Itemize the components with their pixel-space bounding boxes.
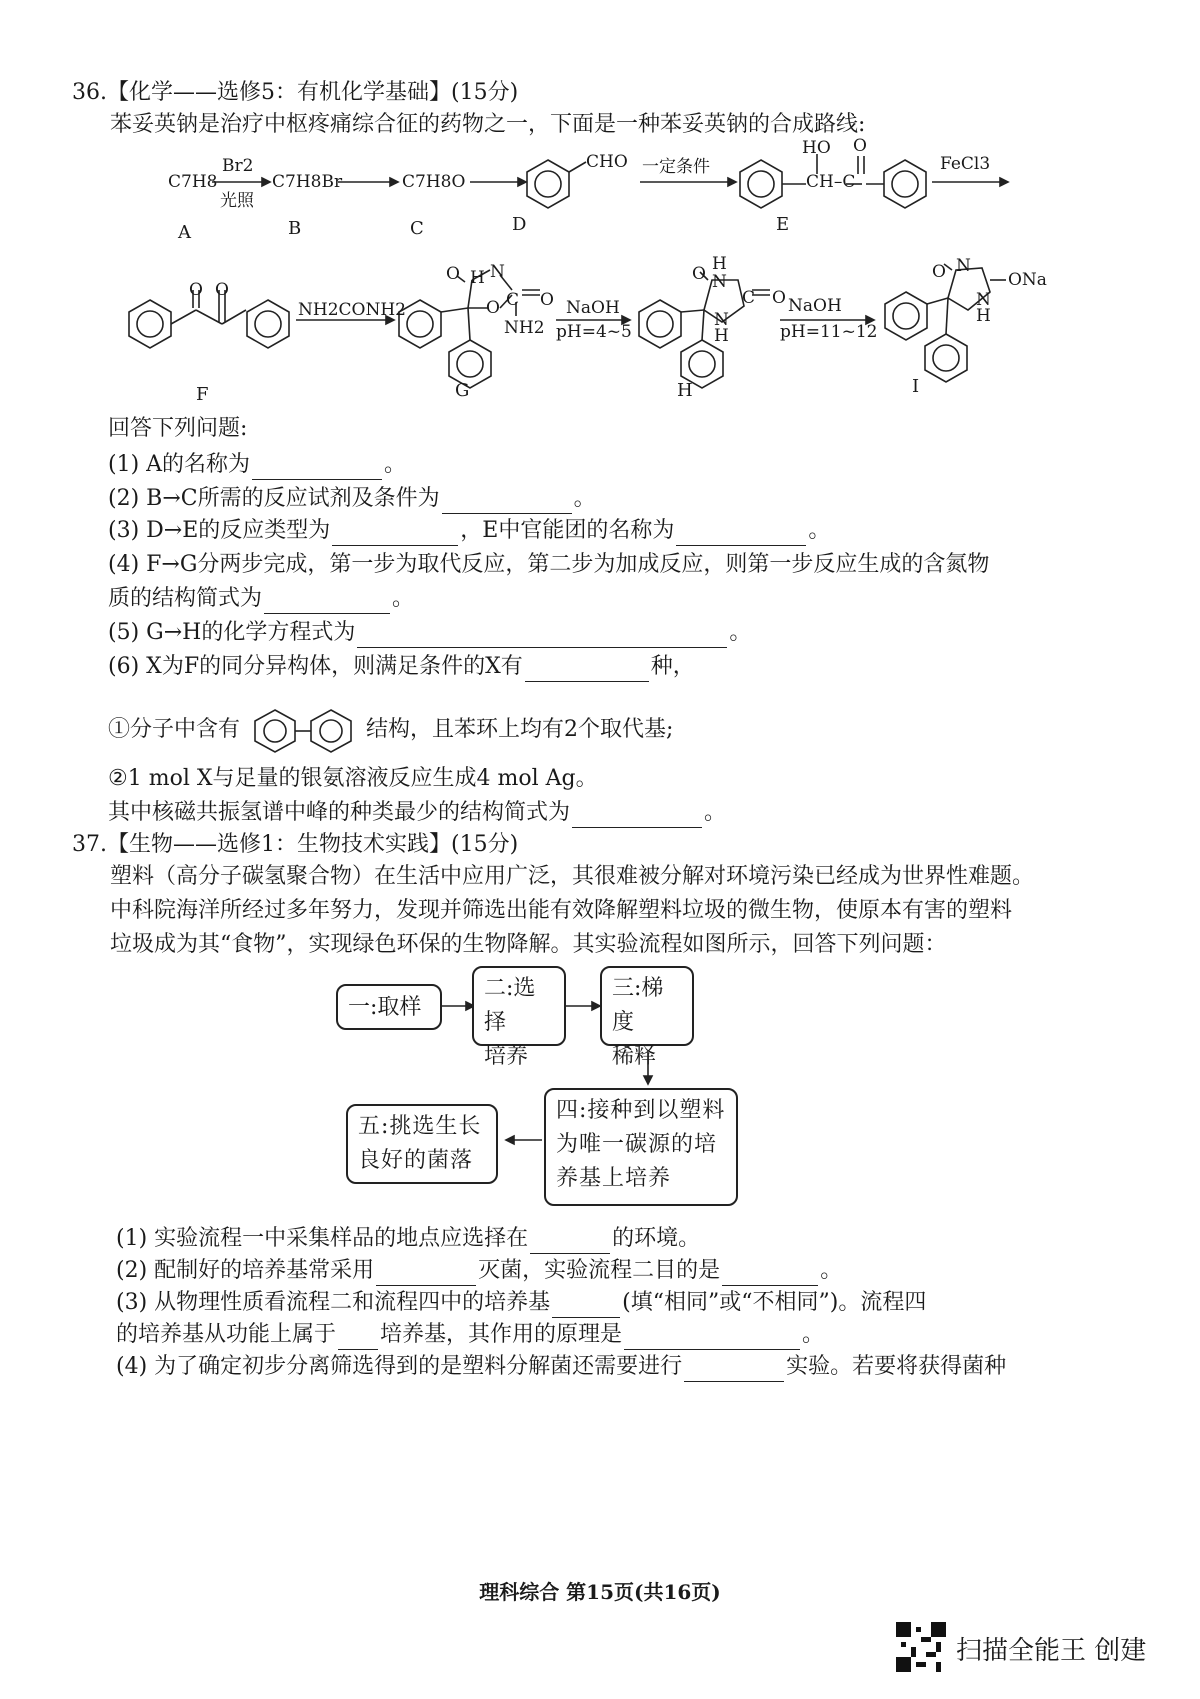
q37-3b-end: 。 bbox=[802, 1322, 825, 1347]
q37-2-end: 。 bbox=[820, 1258, 843, 1283]
q36-intro: 苯妥英钠是治疗中枢疼痛综合征的药物之一，下面是一种苯妥英钠的合成路线: bbox=[110, 112, 866, 137]
benzene-ring-icon bbox=[740, 160, 782, 208]
q37-2 bbox=[116, 1256, 842, 1286]
q36-3-text: (3) D→E的反应类型为 bbox=[108, 518, 331, 543]
flow-step-3-line-1: 三:梯度 bbox=[612, 976, 664, 1035]
formula-a: C7H8 bbox=[168, 172, 218, 192]
h-o: O bbox=[692, 264, 706, 284]
q37-1-text: (1) 实验流程一中采集样品的地点应选择在 bbox=[116, 1226, 529, 1251]
q36-3-end: 。 bbox=[808, 518, 831, 543]
g-nh2: NH2 bbox=[504, 318, 545, 338]
label-e: E bbox=[776, 214, 790, 235]
q36-6-text: (6) X为F的同分异构体，则满足条件的X有 bbox=[108, 654, 523, 679]
q36-6-end: 种， bbox=[650, 654, 695, 679]
g-n: N bbox=[490, 262, 505, 282]
e-oh: HO bbox=[802, 138, 831, 158]
answer-blank[interactable] bbox=[552, 1295, 620, 1318]
scanner-watermark: 扫描全能王 创建 bbox=[956, 1636, 1147, 1666]
q36-5-end: 。 bbox=[729, 620, 752, 645]
answer-blank[interactable] bbox=[338, 1327, 378, 1350]
reagent-naoh-1: NaOH bbox=[566, 298, 620, 318]
e-o: O bbox=[853, 136, 867, 156]
h-o2: O bbox=[772, 288, 786, 308]
formula-c: C7H8O bbox=[402, 172, 466, 192]
q36-2-text: (2) B→C所需的反应试剂及条件为 bbox=[108, 486, 440, 511]
q36-last-text: 其中核磁共振氢谱中峰的种类最少的结构简式为 bbox=[108, 800, 571, 825]
answer-blank[interactable] bbox=[357, 625, 727, 648]
flow-step-1: 一:取样 bbox=[336, 984, 442, 1030]
i-n1: N bbox=[956, 256, 971, 276]
q36-header: 36.【化学——选修5：有机化学基础】(15分) bbox=[72, 80, 519, 105]
q36-3 bbox=[108, 516, 830, 546]
q37-3b-text: 的培养基从功能上属于 bbox=[116, 1322, 337, 1347]
flow-step-4-line-2: 为唯一碳源的培 bbox=[556, 1132, 718, 1157]
flow-step-2-line-1: 二:选择 bbox=[484, 976, 536, 1035]
q36-4: (4) F→G分两步完成，第一步为取代反应，第二步为加成反应，则第一步反应生成的含氮物 bbox=[108, 552, 990, 577]
answer-blank[interactable] bbox=[572, 805, 702, 828]
page-footer: 理科综合 第15页(共16页) bbox=[479, 1580, 721, 1604]
q36-prompt: 回答下列问题: bbox=[108, 416, 248, 441]
q37-3b-mid: 培养基，其作用的原理是 bbox=[380, 1322, 623, 1347]
flow-step-5-line-2: 良好的菌落 bbox=[358, 1148, 474, 1173]
q37-4-end: 实验。若要将获得菌种 bbox=[786, 1354, 1007, 1379]
answer-blank[interactable] bbox=[332, 523, 458, 546]
i-o: O bbox=[932, 262, 946, 282]
g-h: H bbox=[470, 268, 485, 288]
benzene-ring-icon bbox=[639, 300, 681, 348]
benzene-ring-icon bbox=[925, 334, 967, 382]
q36-cond1 bbox=[108, 706, 673, 754]
qr-code-icon bbox=[896, 1622, 946, 1672]
q36-1-end: 。 bbox=[384, 452, 407, 477]
q37-3-end: (填“相同”或“不相同”)。流程四 bbox=[622, 1290, 927, 1315]
answer-blank[interactable] bbox=[252, 457, 382, 480]
q36-6 bbox=[108, 652, 695, 682]
q37-3 bbox=[116, 1288, 926, 1318]
reagent-ph-1: pH=4~5 bbox=[556, 322, 632, 342]
q37-3b bbox=[116, 1320, 824, 1350]
benzene-ring-icon bbox=[527, 160, 569, 208]
g-o1: O bbox=[446, 264, 460, 284]
flow-step-4-line-3: 养基上培养 bbox=[556, 1166, 672, 1191]
h-c: C bbox=[742, 288, 756, 308]
q36-5-text: (5) G→H的化学方程式为 bbox=[108, 620, 356, 645]
flow-step-5 bbox=[346, 1104, 498, 1184]
reagent-ph-2: pH=11~12 bbox=[780, 322, 878, 342]
q36-1-text: (1) A的名称为 bbox=[108, 452, 251, 477]
benzene-ring-icon bbox=[247, 300, 289, 348]
h-n1: N bbox=[712, 272, 727, 292]
label-b: B bbox=[288, 218, 302, 239]
flow-step-4-line-1: 四:接种到以塑料 bbox=[556, 1098, 726, 1123]
benzene-ring-icon bbox=[885, 292, 927, 340]
reagent-fecl3: FeCl3 bbox=[940, 154, 991, 174]
arrow-icon bbox=[506, 1136, 514, 1144]
answer-blank[interactable] bbox=[684, 1359, 784, 1382]
q37-1 bbox=[116, 1224, 700, 1254]
g-o3: O bbox=[486, 298, 500, 318]
q37-intro-3: 垃圾成为其“食物”，实现绿色环保的生物降解。其实验流程如图所示，回答下列问题： bbox=[110, 932, 947, 957]
q37-2-text: (2) 配制好的培养基常采用 bbox=[116, 1258, 375, 1283]
q37-2-mid: 灭菌，实验流程二目的是 bbox=[478, 1258, 721, 1283]
h-h1: H bbox=[712, 254, 727, 274]
label-h: H bbox=[677, 380, 693, 401]
reagent-naoh-2: NaOH bbox=[788, 296, 842, 316]
reagent-urea: NH2CONH2 bbox=[298, 300, 406, 320]
arrow-icon bbox=[644, 1076, 652, 1084]
q36-4b-end: 。 bbox=[392, 586, 415, 611]
label-a: A bbox=[178, 222, 191, 243]
label-g: G bbox=[455, 380, 470, 401]
benzene-ring-icon bbox=[129, 300, 171, 348]
label-i: I bbox=[912, 376, 920, 397]
answer-blank[interactable] bbox=[525, 659, 649, 682]
f-o1: O bbox=[189, 280, 203, 300]
answer-blank[interactable] bbox=[264, 591, 390, 614]
q36-last bbox=[108, 798, 726, 828]
q37-3-text: (3) 从物理性质看流程二和流程四中的培养基 bbox=[116, 1290, 551, 1315]
q36-2-end: 。 bbox=[573, 486, 596, 511]
i-h: H bbox=[976, 306, 991, 326]
label-f: F bbox=[196, 384, 209, 405]
q36-4b-text: 质的结构简式为 bbox=[108, 586, 263, 611]
flow-step-3-line-2: 稀释 bbox=[612, 1044, 657, 1069]
answer-blank[interactable] bbox=[530, 1231, 610, 1254]
answer-blank[interactable] bbox=[676, 523, 806, 546]
f-o2: O bbox=[215, 280, 229, 300]
q37-1-end: 的环境。 bbox=[612, 1226, 701, 1251]
reagent-condition: 一定条件 bbox=[642, 157, 710, 177]
answer-blank[interactable] bbox=[442, 491, 572, 514]
flow-step-2 bbox=[472, 966, 566, 1069]
flow-step-4 bbox=[544, 1088, 738, 1206]
q36-1 bbox=[108, 450, 406, 480]
i-ona: ONa bbox=[1008, 270, 1047, 290]
q37-header: 37.【生物——选修1：生物技术实践】(15分) bbox=[72, 832, 519, 857]
e-chc: CH–C bbox=[806, 172, 856, 192]
flow-step-3 bbox=[600, 966, 694, 1069]
q37-4 bbox=[116, 1352, 1006, 1382]
q37-intro-1: 塑料（高分子碳氢聚合物）在生活中应用广泛，其很难被分解对环境污染已经成为世界性难题。 bbox=[110, 864, 1035, 889]
g-c: C bbox=[506, 290, 520, 310]
q36-4b bbox=[108, 584, 414, 614]
q36-2 bbox=[108, 484, 596, 514]
cond1-text: ①分子中含有 bbox=[108, 717, 241, 742]
label-c: C bbox=[410, 218, 424, 239]
h-h2: H bbox=[714, 326, 729, 346]
q37-4-text: (4) 为了确定初步分离筛选得到的是塑料分解菌还需要进行 bbox=[116, 1354, 683, 1379]
q36-3-mid: ，E中官能团的名称为 bbox=[460, 518, 675, 543]
q36-cond2: ②1 mol X与足量的银氨溶液反应生成4 mol Ag。 bbox=[108, 766, 598, 791]
answer-blank[interactable] bbox=[376, 1263, 476, 1286]
q36-last-end: 。 bbox=[704, 800, 727, 825]
cond1-end: 结构，且苯环上均有2个取代基; bbox=[366, 717, 674, 742]
answer-blank[interactable] bbox=[722, 1263, 818, 1286]
h-n2: N bbox=[714, 310, 729, 330]
label-d: D bbox=[512, 214, 527, 235]
flow-step-2-line-2: 培养 bbox=[484, 1044, 529, 1069]
biphenyl-icon bbox=[247, 706, 359, 754]
q36-5 bbox=[108, 618, 751, 648]
answer-blank[interactable] bbox=[624, 1327, 800, 1350]
formula-b: C7H8Br bbox=[272, 172, 343, 192]
benzene-ring-icon bbox=[884, 160, 926, 208]
arrow-icon bbox=[592, 1002, 600, 1010]
i-n2: N bbox=[976, 290, 991, 310]
reagent-br2: Br2 bbox=[222, 156, 254, 176]
q37-intro-2: 中科院海洋所经过多年努力，发现并筛选出能有效降解塑料垃圾的微生物，使原本有害的塑料 bbox=[110, 898, 1013, 923]
flow-step-5-line-1: 五:挑选生长 bbox=[358, 1114, 482, 1139]
reagent-light: 光照 bbox=[220, 191, 254, 211]
cho-group: CHO bbox=[586, 152, 628, 172]
g-o2: O bbox=[540, 290, 554, 310]
